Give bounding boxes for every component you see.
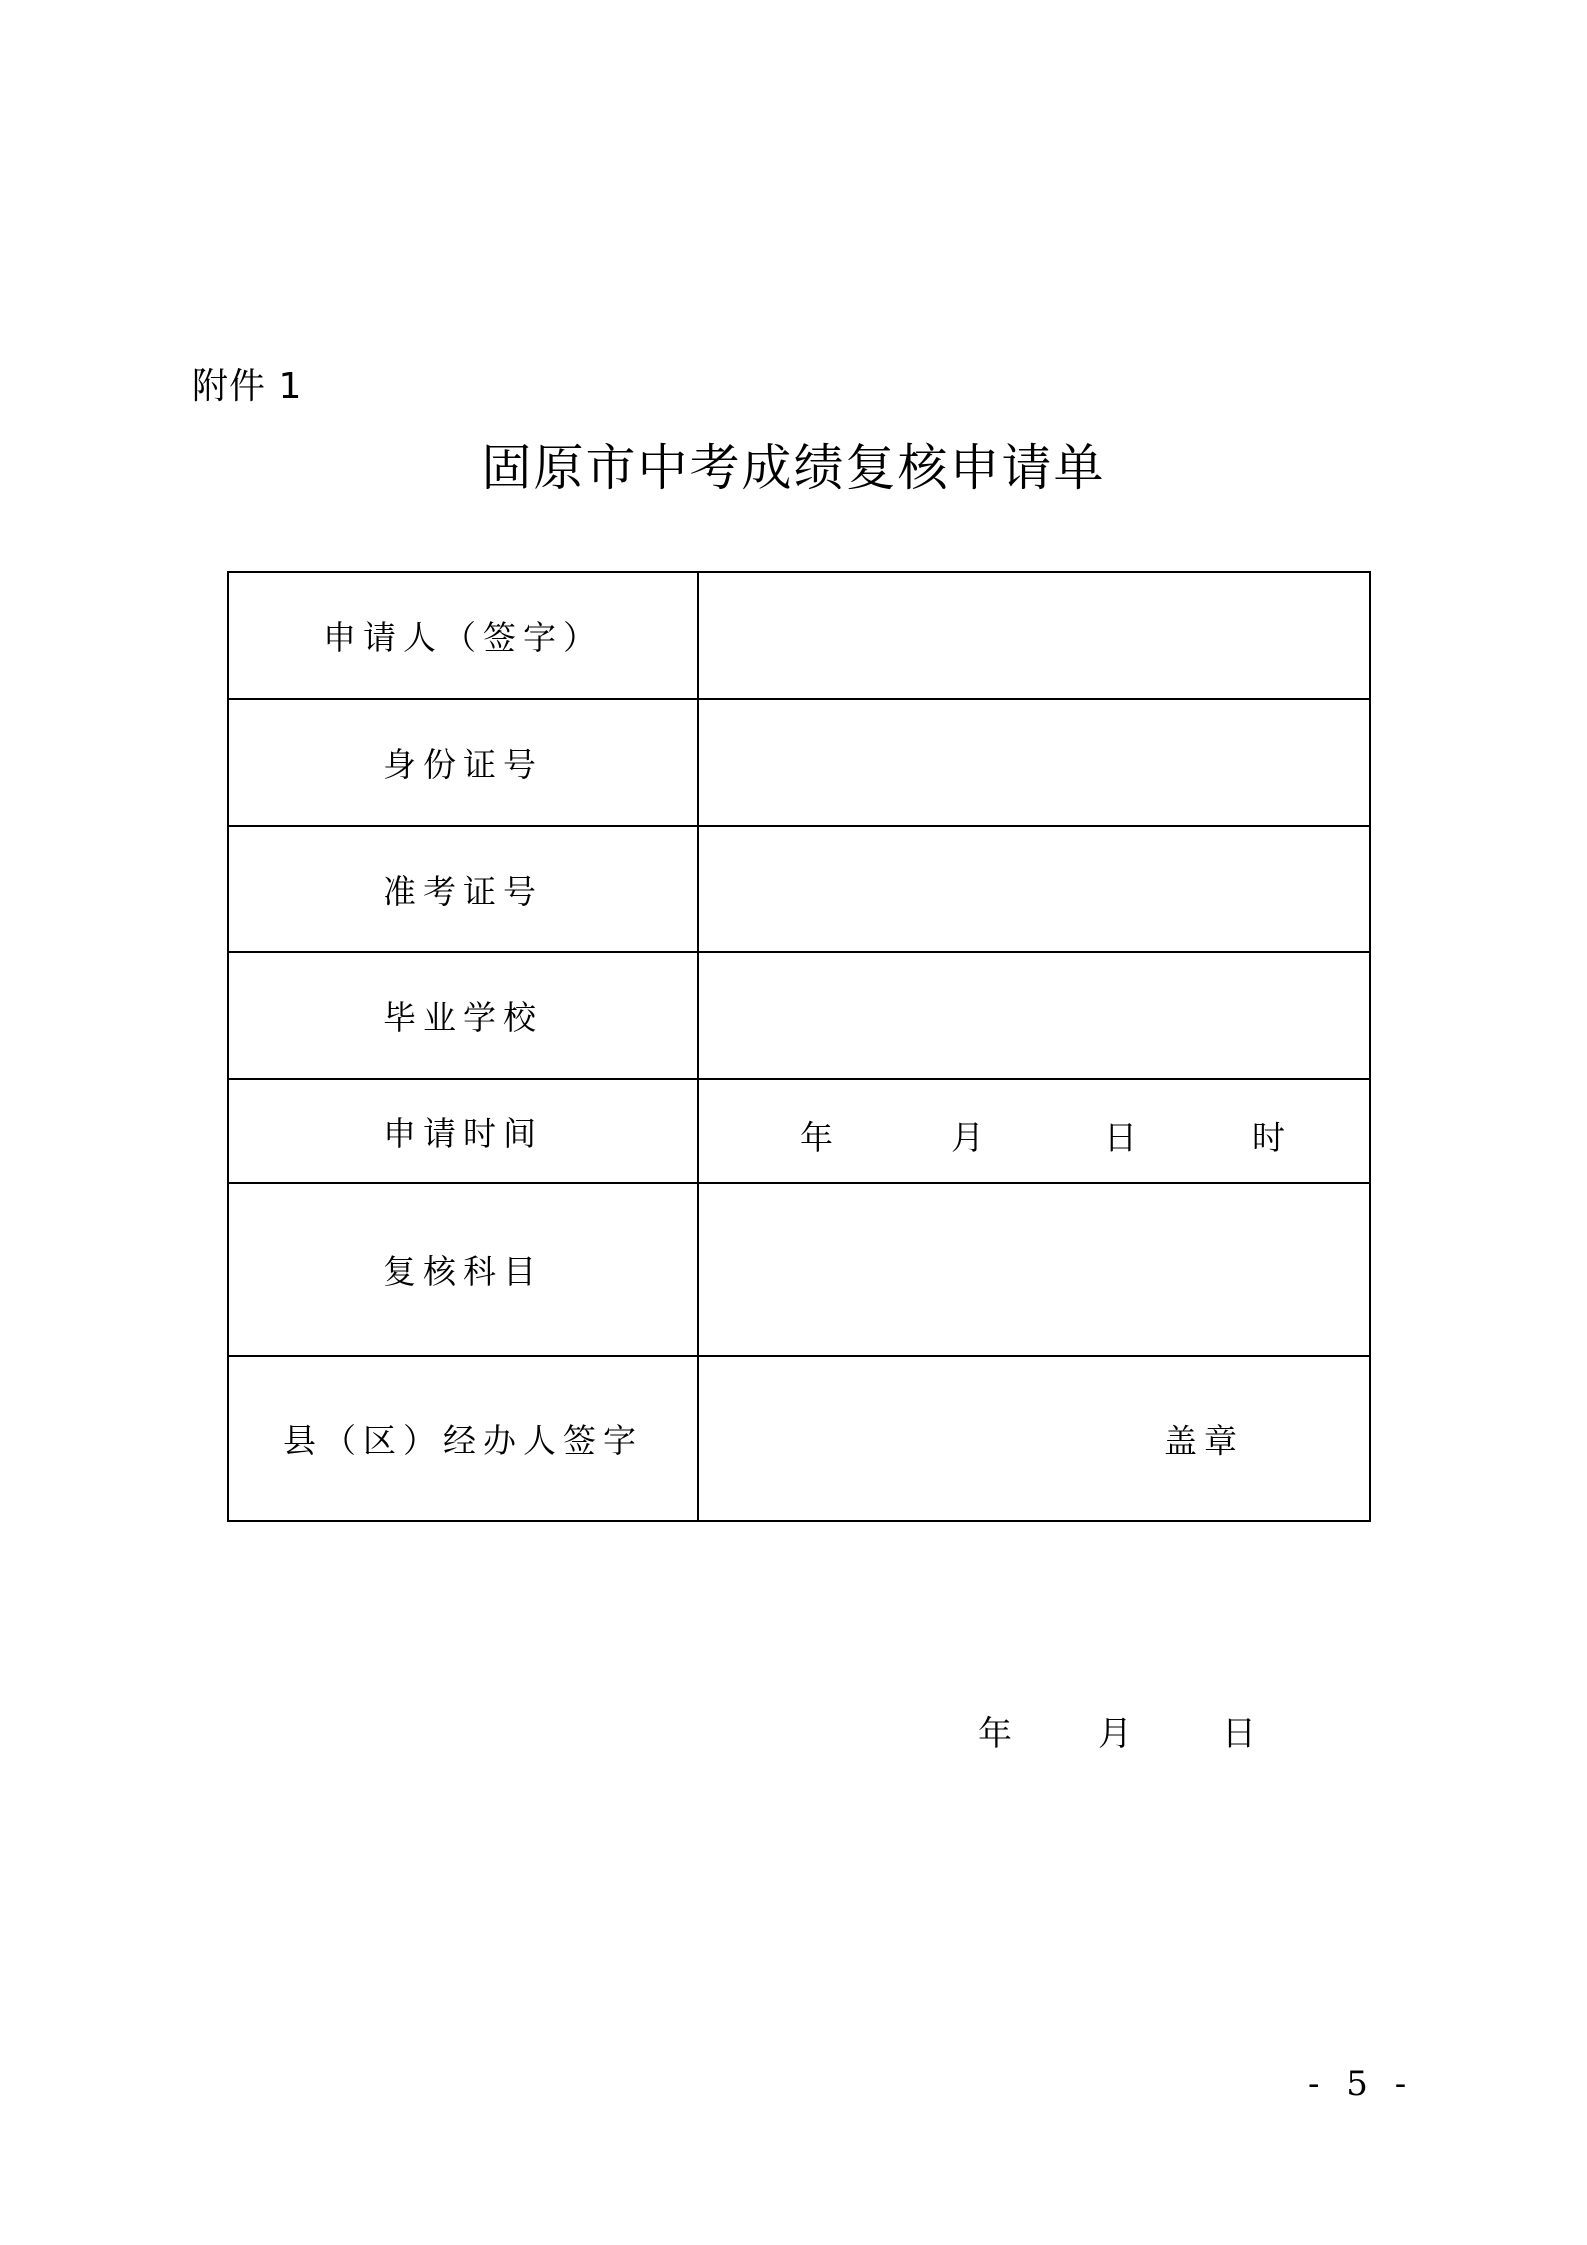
id-number-field[interactable] bbox=[698, 699, 1370, 826]
applicant-signature-field[interactable] bbox=[698, 572, 1370, 699]
review-subject-label: 复核科目 bbox=[228, 1183, 698, 1356]
row-application-time bbox=[228, 1079, 1370, 1183]
row-review-subject bbox=[228, 1183, 1370, 1356]
row-applicant bbox=[228, 572, 1370, 699]
time-day-unit: 日 bbox=[1104, 1118, 1144, 1157]
footer-month-unit: 月 bbox=[1098, 1714, 1132, 1754]
time-month-unit: 月 bbox=[951, 1118, 991, 1157]
document-title: 固原市中考成绩复核申请单 bbox=[481, 439, 1106, 497]
county-officer-label: 县（区）经办人签字 bbox=[228, 1356, 698, 1521]
applicant-label: 申请人（签字） bbox=[228, 572, 698, 699]
review-subject-field[interactable] bbox=[698, 1183, 1370, 1356]
row-admission-number bbox=[228, 826, 1370, 952]
application-time-label: 申请时间 bbox=[228, 1079, 698, 1183]
application-form-table bbox=[227, 571, 1371, 1522]
page-number: - 5 - bbox=[1308, 2064, 1415, 2104]
row-county-officer bbox=[228, 1356, 1370, 1521]
time-year-unit: 年 bbox=[800, 1118, 840, 1157]
county-officer-field[interactable] bbox=[698, 1356, 1370, 1521]
row-school bbox=[228, 952, 1370, 1079]
time-hour-unit: 时 bbox=[1252, 1118, 1292, 1157]
seal-label: 盖章 bbox=[1164, 1421, 1244, 1460]
school-field[interactable] bbox=[698, 952, 1370, 1079]
admission-number-field[interactable] bbox=[698, 826, 1370, 952]
footer-year-unit: 年 bbox=[978, 1714, 1012, 1754]
row-id-number bbox=[228, 699, 1370, 826]
school-label: 毕业学校 bbox=[228, 952, 698, 1079]
application-time-field[interactable] bbox=[698, 1079, 1370, 1183]
admission-number-label: 准考证号 bbox=[228, 826, 698, 952]
id-number-label: 身份证号 bbox=[228, 699, 698, 826]
footer-day-unit: 日 bbox=[1222, 1714, 1256, 1754]
attachment-label: 附件 1 bbox=[192, 366, 303, 407]
